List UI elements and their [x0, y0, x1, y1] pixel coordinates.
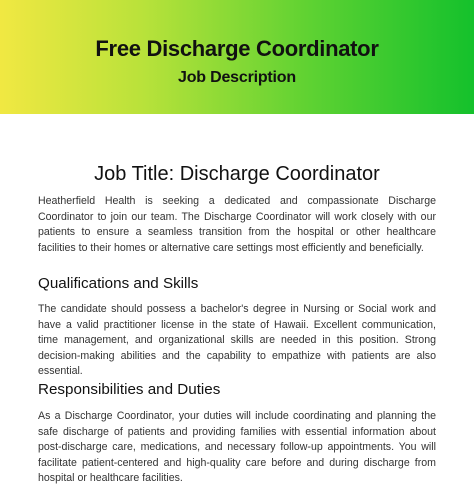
job-title-heading: Job Title: Discharge Coordinator: [94, 163, 380, 185]
responsibilities-paragraph: As a Discharge Coordinator, your duties will include coordinating and planning the safe discharge of patients and providing families with essential information about post-discharge care, medications, and necessary follow-up appointments. You will facilitate patient-centered and high-quality care before and during discharge from hospital or healthcare facilities.: [38, 410, 436, 485]
responsibilities-heading: Responsibilities and Duties: [38, 381, 221, 398]
qualifications-paragraph: The candidate should possess a bachelor's degree in Nursing or Social work and have a valid practitioner license in the state of Hawaii. Excellent communication, time management, and organizational skills are needed in this position. Strong decision-making abilities and the capability to empathize with patients are also essential.: [38, 303, 436, 378]
intro-paragraph: Heatherfield Health is seeking a dedicated and compassionate Discharge Coordinator to join our team. The Discharge Coordinator will work closely with our patients to ensure a seamless transition from the hospital or other healthcare facilities to their homes or alternative care settings most efficiently and beneficially.: [38, 195, 436, 254]
qualifications-heading: Qualifications and Skills: [38, 275, 199, 292]
document-title: Free Discharge Coordinator: [95, 36, 379, 61]
header-banner: [0, 0, 474, 114]
document-subtitle: Job Description: [178, 69, 296, 86]
